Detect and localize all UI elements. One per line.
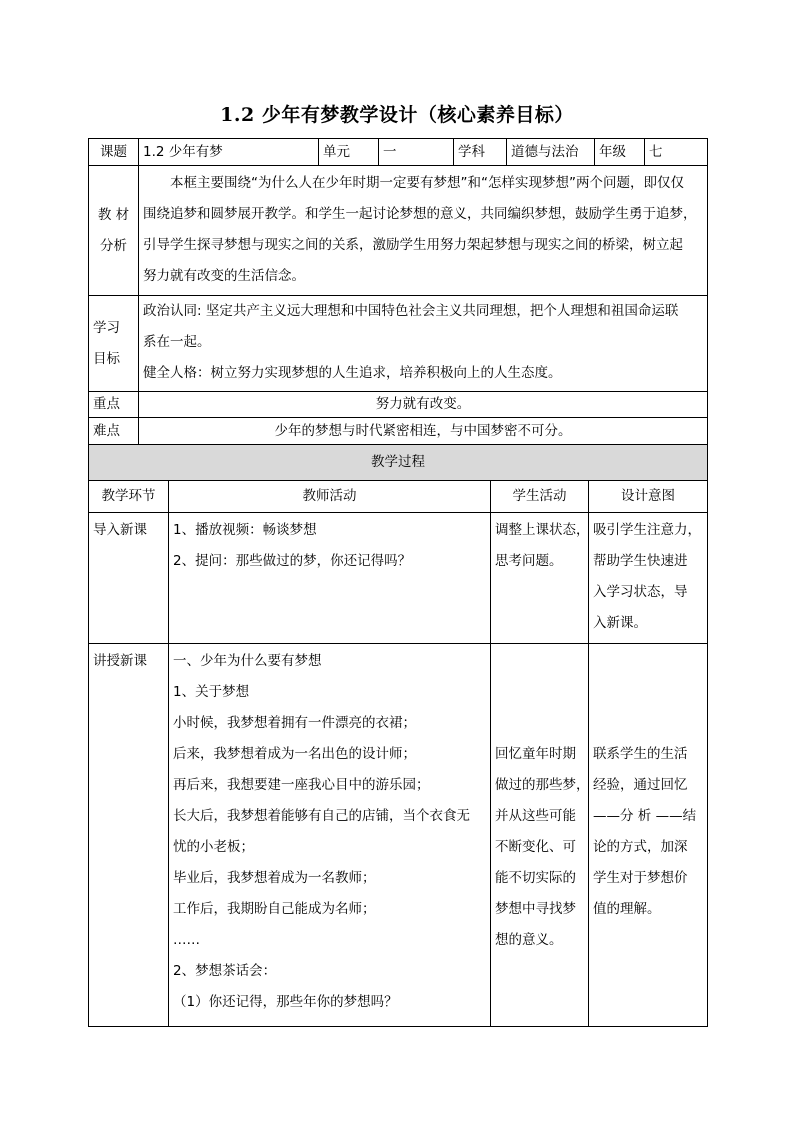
- teacher-line: 1、播放视频：畅谈梦想: [173, 522, 317, 538]
- analysis-line: 努力就有改变的生活信念。: [143, 268, 305, 284]
- goals-text: [139, 296, 708, 392]
- process-row: [89, 513, 708, 644]
- grade-label: 年级: [595, 139, 645, 166]
- unit-value: 一: [379, 139, 454, 166]
- goals-line: 系在一起。: [143, 334, 211, 350]
- difficulty-text: 少年的梦想与时代紧密相连，与中国梦密不可分。: [139, 418, 708, 445]
- header-teacher: 教师活动: [169, 481, 491, 513]
- goals-line: 政治认同: 坚定共产主义远大理想和中国特色社会主义共同理想，把个人理想和祖国命运联: [143, 303, 679, 319]
- teaching-process-table: [88, 444, 708, 1027]
- student-line: 不断变化、可: [495, 839, 576, 855]
- teacher-cell: [169, 644, 491, 1027]
- teacher-line: 2、梦想茶话会：: [173, 963, 277, 979]
- student-line: 做过的那些梦，: [495, 777, 590, 793]
- subject-label: 学科: [454, 139, 507, 166]
- subject-value: 道德与法治: [507, 139, 595, 166]
- key-point-row: [89, 392, 708, 418]
- goals-label-line: 学习: [93, 319, 120, 336]
- student-line: 并从这些可能: [495, 808, 576, 824]
- goals-row: [89, 296, 708, 392]
- teacher-line: 再后来，我想要建一座我心目中的游乐园；: [173, 777, 430, 793]
- key-point-label: 重点: [89, 392, 139, 418]
- intent-line: 入学习状态，导: [593, 584, 688, 600]
- analysis-line: 本框主要围绕“为什么人在少年时期一定要有梦想”和“怎样实现梦想”两个问题，即仅仅: [170, 175, 684, 191]
- process-title: 教学过程: [89, 445, 708, 481]
- analysis-label-line: 分析: [100, 237, 127, 254]
- analysis-label: [89, 166, 139, 296]
- unit-label: 单元: [319, 139, 379, 166]
- intent-line: 联系学生的生活: [593, 746, 688, 762]
- intent-line: 入新课。: [593, 615, 647, 631]
- intent-cell: [589, 644, 708, 1027]
- teacher-cell: [169, 513, 491, 644]
- analysis-label-line: 教 材: [97, 206, 130, 223]
- teacher-line: （1）你还记得，那些年你的梦想吗？: [173, 994, 398, 1010]
- teacher-line: 毕业后，我梦想着成为一名教师；: [173, 870, 376, 886]
- intent-cell: [589, 513, 708, 644]
- teacher-line: 小时候，我梦想着拥有一件漂亮的衣裙；: [173, 715, 416, 731]
- difficulty-label: 难点: [89, 418, 139, 445]
- teacher-line: 2、提问：那些做过的梦，你还记得吗？: [173, 553, 412, 569]
- student-line: 思考问题。: [495, 553, 563, 569]
- keti-label: 课题: [89, 139, 139, 166]
- intent-line: 学生对于梦想价: [593, 870, 688, 886]
- goals-label: [89, 296, 139, 392]
- keti-value: 1.2 少年有梦: [139, 139, 319, 166]
- document-title: 1.2 少年有梦教学设计（核心素养目标）: [220, 104, 574, 126]
- student-line: 能不切实际的: [495, 870, 576, 886]
- student-cell: [491, 644, 589, 1027]
- process-header-row: [89, 481, 708, 513]
- stage-cell: 讲授新课: [89, 644, 169, 1027]
- analysis-row: [89, 166, 708, 296]
- teacher-line: ……: [173, 932, 200, 948]
- header-student: 学生活动: [491, 481, 589, 513]
- grade-value: 七: [645, 139, 708, 166]
- teacher-line: 一、少年为什么要有梦想: [173, 653, 322, 669]
- intent-line: 经验，通过回忆: [593, 777, 688, 793]
- student-cell: [491, 513, 589, 644]
- student-line: 回忆童年时期: [495, 746, 576, 762]
- intent-line: 吸引学生注意力，: [593, 522, 701, 538]
- header-intent: 设计意图: [589, 481, 708, 513]
- analysis-line: 围绕追梦和圆梦展开教学。和学生一起讨论梦想的意义，共同编织梦想，鼓励学生勇于追梦，: [143, 206, 697, 222]
- intent-line: 帮助学生快速进: [593, 553, 688, 569]
- student-line: 调整上课状态，: [495, 522, 590, 538]
- intent-line: 论的方式，加深: [593, 839, 688, 855]
- teacher-line: 后来，我梦想着成为一名出色的设计师；: [173, 746, 416, 762]
- difficulty-row: [89, 418, 708, 445]
- teacher-line: 忧的小老板；: [173, 839, 254, 855]
- key-point-text: 努力就有改变。: [139, 392, 708, 418]
- teacher-line: 长大后，我梦想着能够有自己的店铺，当个衣食无: [173, 808, 470, 824]
- info-row: [89, 139, 708, 166]
- intent-line: 值的理解。: [593, 901, 661, 917]
- header-stage: 教学环节: [89, 481, 169, 513]
- teacher-line: 工作后，我期盼自己能成为名师；: [173, 901, 376, 917]
- goals-line: 健全人格：树立努力实现梦想的人生追求，培养积极向上的人生态度。: [143, 365, 562, 381]
- goals-label-line: 目标: [93, 350, 120, 367]
- student-line: 梦想中寻找梦: [495, 901, 576, 917]
- process-row: [89, 644, 708, 1027]
- process-title-row: [89, 445, 708, 481]
- analysis-line: 引导学生探寻梦想与现实之间的关系，激励学生用努力架起梦想与现实之间的桥梁，树立起: [143, 237, 683, 253]
- course-info-table: [88, 138, 708, 445]
- intent-line: ——分 析 ——结: [593, 808, 697, 824]
- teacher-line: 1、关于梦想: [173, 684, 250, 700]
- stage-cell: 导入新课: [89, 513, 169, 644]
- student-line: 想的意义。: [495, 932, 563, 948]
- analysis-text: [139, 166, 708, 296]
